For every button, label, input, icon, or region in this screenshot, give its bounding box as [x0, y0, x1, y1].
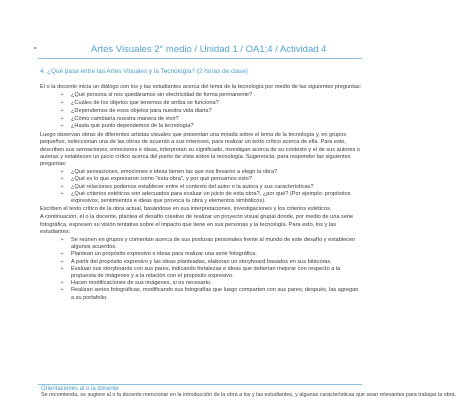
- list-item: ➢ ¿Cuáles de los objetos que tenemos de arriba se funciona?: [60, 100, 219, 106]
- steps-list: [40, 237, 362, 302]
- page-header: Artes Visuales 2° medio / Unidad 1 / OA1;4 / Actividad 4: [91, 44, 327, 55]
- list-item: ➢ ¿Dependemos de esos objetos para nuestra vida diaria?: [60, 107, 212, 114]
- arrow-bullet-icon: ➢: [60, 176, 65, 183]
- arrow-bullet-icon: ➢: [60, 190, 65, 197]
- list-item: ➢ Hacen modificaciones de sus imágenes, si es necesario.: [60, 280, 212, 287]
- arrow-bullet-icon: ➢: [60, 183, 65, 190]
- arrow-bullet-icon: ➢: [60, 92, 65, 99]
- arrow-bullet-icon: ➢: [60, 237, 65, 244]
- arrow-bullet-icon: ➢: [60, 280, 65, 287]
- list-item: ➢ ¿Qué sensaciones, emociones e ideas tienen las que nos llevaron a elegir la obra?: [60, 169, 278, 176]
- paragraph-creative-challenge: A continuación, el o la docente, plantea el desafío creativo de realizar un proyecto visual grupal donde, por medio de una serie fotográfica, expresen su visión tentativa sobre el impacto que tiene en sus personas y la tecnología. Para esto, los y las estudiantes:: [40, 214, 354, 235]
- paragraph-critical-text: Escriben el texto crítico de la obra actual, basándose en sus interpretaciones, investigaciones y los criterios estéticos.: [40, 206, 332, 213]
- arrow-bullet-icon: ➢: [60, 115, 65, 122]
- arrow-bullet-icon: ➢: [60, 258, 65, 265]
- arrow-bullet-icon: ➢: [60, 251, 65, 258]
- list-item: ➢ Evalúan sus storyboards con sus pares, indicando fortalezas e ideas que deberían mejorar con respecto a la propuesta de imágenes y a la relación con el propósito expresivo.: [60, 265, 341, 280]
- list-item: ➢ ¿Qué es lo que expresaron como "esta obra", y por qué pensamos esto?: [60, 176, 252, 183]
- list-item: ➢ ¿Cómo cambiaría nuestra manera de vivir?: [60, 115, 179, 122]
- arrow-bullet-icon: ➢: [60, 123, 65, 130]
- header-divider: [38, 58, 362, 59]
- teacher-orientations-box: [38, 384, 456, 401]
- list-item: ➢ ¿Qué criterios estéticos son adecuados para evaluar un juicio de esta obra?, ¿por qué? (Por ejemplo: propósitos expresivos, sentimientos e ideas que provoca la obra y elementos simbólicos).: [60, 190, 351, 205]
- arrow-bullet-icon: ➢: [60, 265, 65, 272]
- paragraph-artworks: Luego observan obras de diferentes artistas visuales que presentan una mirada sobre el tema de la tecnología y, en grupos pequeños, seleccionan una de las obras de acuerdo a sus intereses, para realizar un texto crítico acerca de ella. Para esto, describen sus sensaciones, emociones e ideas, interpretan su significado, investigan acerca de su contexto y el de sus autores o autoras y establecen un juicio crítico acerca del punto de vista sobre la tecnología. Sugerencia: para responder las siguientes preguntas:: [40, 132, 360, 167]
- arrow-bullet-icon: ➢: [60, 287, 65, 294]
- list-item: ➢ Plantean un propósito expresivo e ideas para realizar una serie fotográfica.: [60, 251, 257, 258]
- list-item: ➢ A partir del propósito expresivo y las ideas planteadas, elaboran un storyboard basados en sus bitácoras.: [60, 258, 332, 265]
- orientations-title: Orientaciones al o la docente: [41, 386, 119, 392]
- list-item: ➢ ¿Qué relaciones podemos establecer entre el contexto del autor o la autora y sus características?: [60, 183, 314, 190]
- arrow-bullet-icon: ➢: [60, 100, 65, 106]
- orientations-text: Se recomienda, se sugiere al o la docente mencionar en la introducción de la obra a los y las estudiantes, y algunas características que sean relevantes para trabajar la obra.: [41, 392, 456, 398]
- list-item: ➢ Se reúnen en grupos y comentan acerca de sus posturas personales frente al mundo de este desafío y establecen algunos acuerdos.: [60, 237, 356, 251]
- list-item: ➢ Realizan series fotográficas, modificando sus fotografías que luego comparten con sus pares; después, las agregan a su portafolio.: [60, 287, 359, 301]
- list-item: ➢ ¿Hasta qué punto dependemos de la tecnología?: [60, 123, 194, 130]
- intro-paragraph: El o la docente inicia un diálogo con los y las estudiantes acerca del tema de la tecnología por medio de las siguientes preguntas:: [40, 84, 362, 90]
- arrow-bullet-icon: ➢: [60, 169, 65, 176]
- bullet-dot: [34, 47, 36, 49]
- question-list-2: [40, 169, 362, 205]
- arrow-bullet-icon: ➢: [60, 107, 65, 114]
- section-title: 4. ¿Qué pasa entre las Artes Visuales y la Tecnología? (2 horas de clase): [40, 68, 248, 75]
- question-list-1: [40, 92, 362, 131]
- activity-content: [40, 68, 362, 303]
- list-item: ➢ ¿Qué persona si nos quedáramos sin electricidad de forma permanente?: [60, 92, 253, 99]
